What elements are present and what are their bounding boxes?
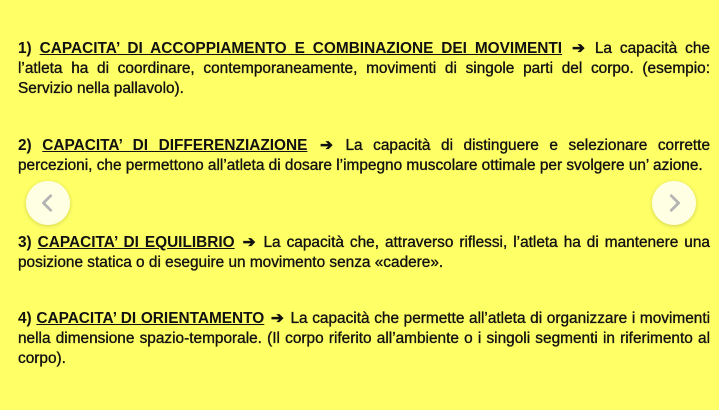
item-number: 1) [18, 40, 32, 57]
arrow-right-icon: ➔ [319, 137, 333, 154]
item-equilibrio [18, 233, 710, 273]
item-description: La capacità che, attraverso riflessi, l’atleta ha di mantenere una posizione statica o di eseguire un movimento senza «cadere». [18, 234, 710, 271]
chevron-right-icon [663, 192, 685, 214]
item-term: CAPACITA’ DI ORIENTAMENTO [36, 310, 265, 327]
item-accoppiamento [18, 39, 710, 99]
next-slide-button[interactable] [652, 181, 696, 225]
item-description: La capacità di distinguere e selezionare corrette percezioni, che permettono all’atleta di dosare l’impegno muscolare ottimale per svolgere un’ azione. [18, 137, 711, 174]
item-orientamento [18, 309, 710, 369]
chevron-left-icon [37, 192, 59, 214]
item-differenziazione [18, 136, 710, 176]
arrow-right-icon: ➔ [572, 40, 585, 57]
item-number: 3) [18, 234, 32, 251]
previous-slide-button[interactable] [26, 181, 70, 225]
item-term: CAPACITA’ DI DIFFERENZIAZIONE [42, 137, 308, 154]
item-description: La capacità che l’atleta ha di coordinare, contemporaneamente, movimenti di singole parti del corpo. (esempio: Servizio nella pallavolo). [18, 40, 710, 97]
item-term: CAPACITA’ DI EQUILIBRIO [37, 234, 235, 251]
item-number: 2) [18, 137, 32, 154]
item-description: La capacità che permette all’atleta di organizzare i movimenti nella dimensione spazio-temporale. (Il corpo riferito all’ambiente o i singoli segmenti in riferimento al corpo). [18, 310, 711, 367]
item-number: 4) [18, 310, 32, 327]
arrow-right-icon: ➔ [242, 234, 256, 251]
arrow-right-icon: ➔ [270, 310, 284, 327]
item-term: CAPACITA’ DI ACCOPPIAMENTO E COMBINAZIONE DEI MOVIMENTI [39, 40, 563, 57]
